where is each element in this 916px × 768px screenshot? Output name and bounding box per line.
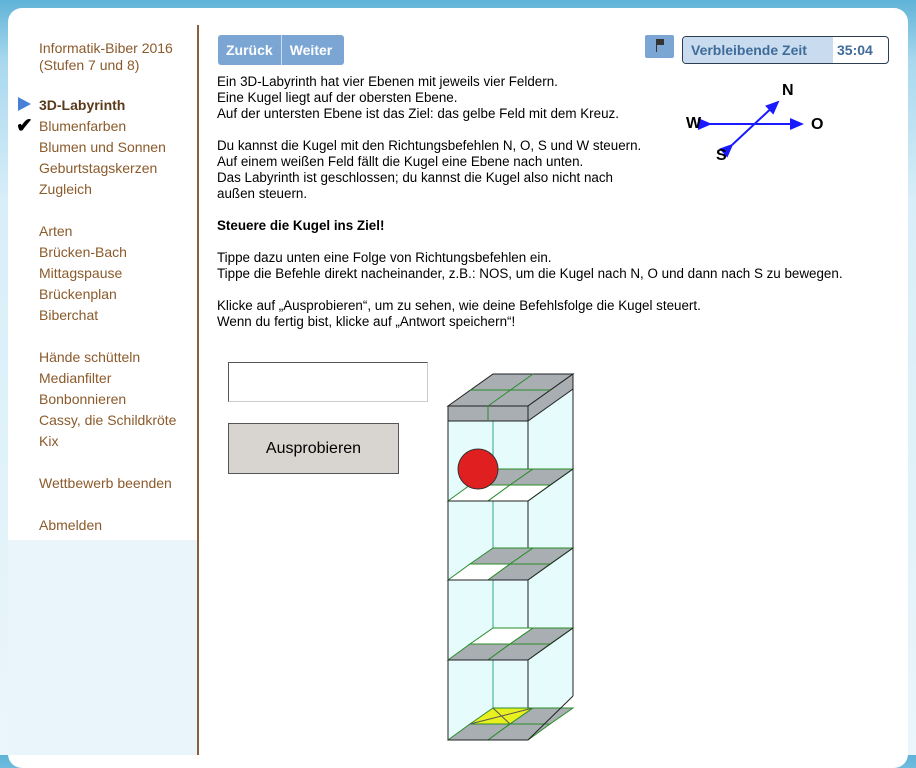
nav-button-group (218, 35, 344, 65)
timer-value: 35:04 (837, 42, 873, 58)
sidebar-item[interactable]: Mittagspause (39, 265, 123, 281)
task-paragraph-input (217, 250, 877, 282)
next-button[interactable]: Weiter (289, 42, 333, 58)
sidebar-item[interactable]: 3D-Labyrinth (39, 97, 126, 113)
contest-title (39, 40, 173, 74)
sidebar-item[interactable]: Geburtstagskerzen (39, 160, 158, 176)
task-line: Auf einem weißen Feld fällt die Kugel eine Ebene nach unten. (217, 154, 584, 169)
compass-s-label: S (716, 147, 727, 164)
contest-title-line1: Informatik-Biber 2016 (39, 40, 173, 56)
sidebar-item[interactable]: Wettbewerb beenden (39, 475, 172, 491)
compass-n-label: N (782, 82, 794, 99)
task-line: Ein 3D-Labyrinth hat vier Ebenen mit jeweils vier Feldern. (217, 74, 558, 89)
ball (458, 449, 498, 489)
task-line: Du kannst die Kugel mit den Richtungsbefehlen N, O, S und W steuern. (217, 138, 642, 153)
sidebar-divider (197, 25, 199, 755)
sidebar-item[interactable]: Kix (39, 433, 59, 449)
sidebar-item[interactable]: Bonbonnieren (39, 391, 127, 407)
timer-label: Verbleibende Zeit (691, 42, 807, 58)
sidebar-item[interactable]: Blumenfarben (39, 118, 127, 134)
back-button[interactable]: Zurück (226, 42, 273, 58)
sidebar-item[interactable]: Medianfilter (39, 370, 112, 386)
task-line: Wenn du fertig bist, klicke auf „Antwort speichern“! (217, 314, 516, 329)
sidebar-item[interactable]: Blumen und Sonnen (39, 139, 166, 155)
compass-o-label: O (811, 116, 824, 133)
answer-input[interactable] (228, 362, 428, 402)
sidebar-item[interactable]: Brücken-Bach (39, 244, 127, 260)
checkmark-icon: ✔ (16, 115, 33, 137)
timer (682, 36, 889, 64)
sidebar-item[interactable]: Biberchat (39, 307, 99, 323)
compass (684, 80, 834, 175)
sidebar-item[interactable]: Arten (39, 223, 73, 239)
labyrinth-3d (440, 368, 580, 753)
task-line: Das Labyrinth ist geschlossen; du kannst die Kugel also nicht nach (217, 170, 614, 185)
contest-title-line2: (Stufen 7 und 8) (39, 57, 140, 73)
current-task-arrow-icon (18, 97, 31, 111)
task-line: Eine Kugel liegt auf der obersten Ebene. (217, 90, 458, 105)
flag-button[interactable] (645, 35, 674, 58)
task-goal: Steuere die Kugel ins Ziel! (217, 218, 385, 233)
task-paragraph-try (217, 298, 877, 330)
sidebar-item[interactable]: Abmelden (39, 517, 103, 533)
task-line: Tippe dazu unten eine Folge von Richtungsbefehlen ein. (217, 250, 552, 265)
sidebar-item[interactable]: Cassy, die Schildkröte (39, 412, 177, 428)
labyrinth-svg (440, 368, 580, 748)
task-line: Klicke auf „Ausprobieren“, um zu sehen, wie deine Befehlsfolge die Kugel steuert. (217, 298, 701, 313)
task-line: außen steuern. (217, 186, 308, 201)
compass-w-label: W (686, 115, 702, 132)
try-button[interactable]: Ausprobieren (228, 423, 399, 474)
task-line: Auf der untersten Ebene ist das Ziel: das gelbe Feld mit dem Kreuz. (217, 106, 619, 121)
sidebar-item[interactable]: Hände schütteln (39, 349, 141, 365)
sidebar-item[interactable]: Brückenplan (39, 286, 117, 302)
task-line: Tippe die Befehle direkt nacheinander, z.B.: NOS, um die Kugel nach N, O und dann nach S zu bewegen. (217, 266, 843, 281)
sidebar-background (8, 540, 198, 755)
sidebar-item[interactable]: Zugleich (39, 181, 92, 197)
